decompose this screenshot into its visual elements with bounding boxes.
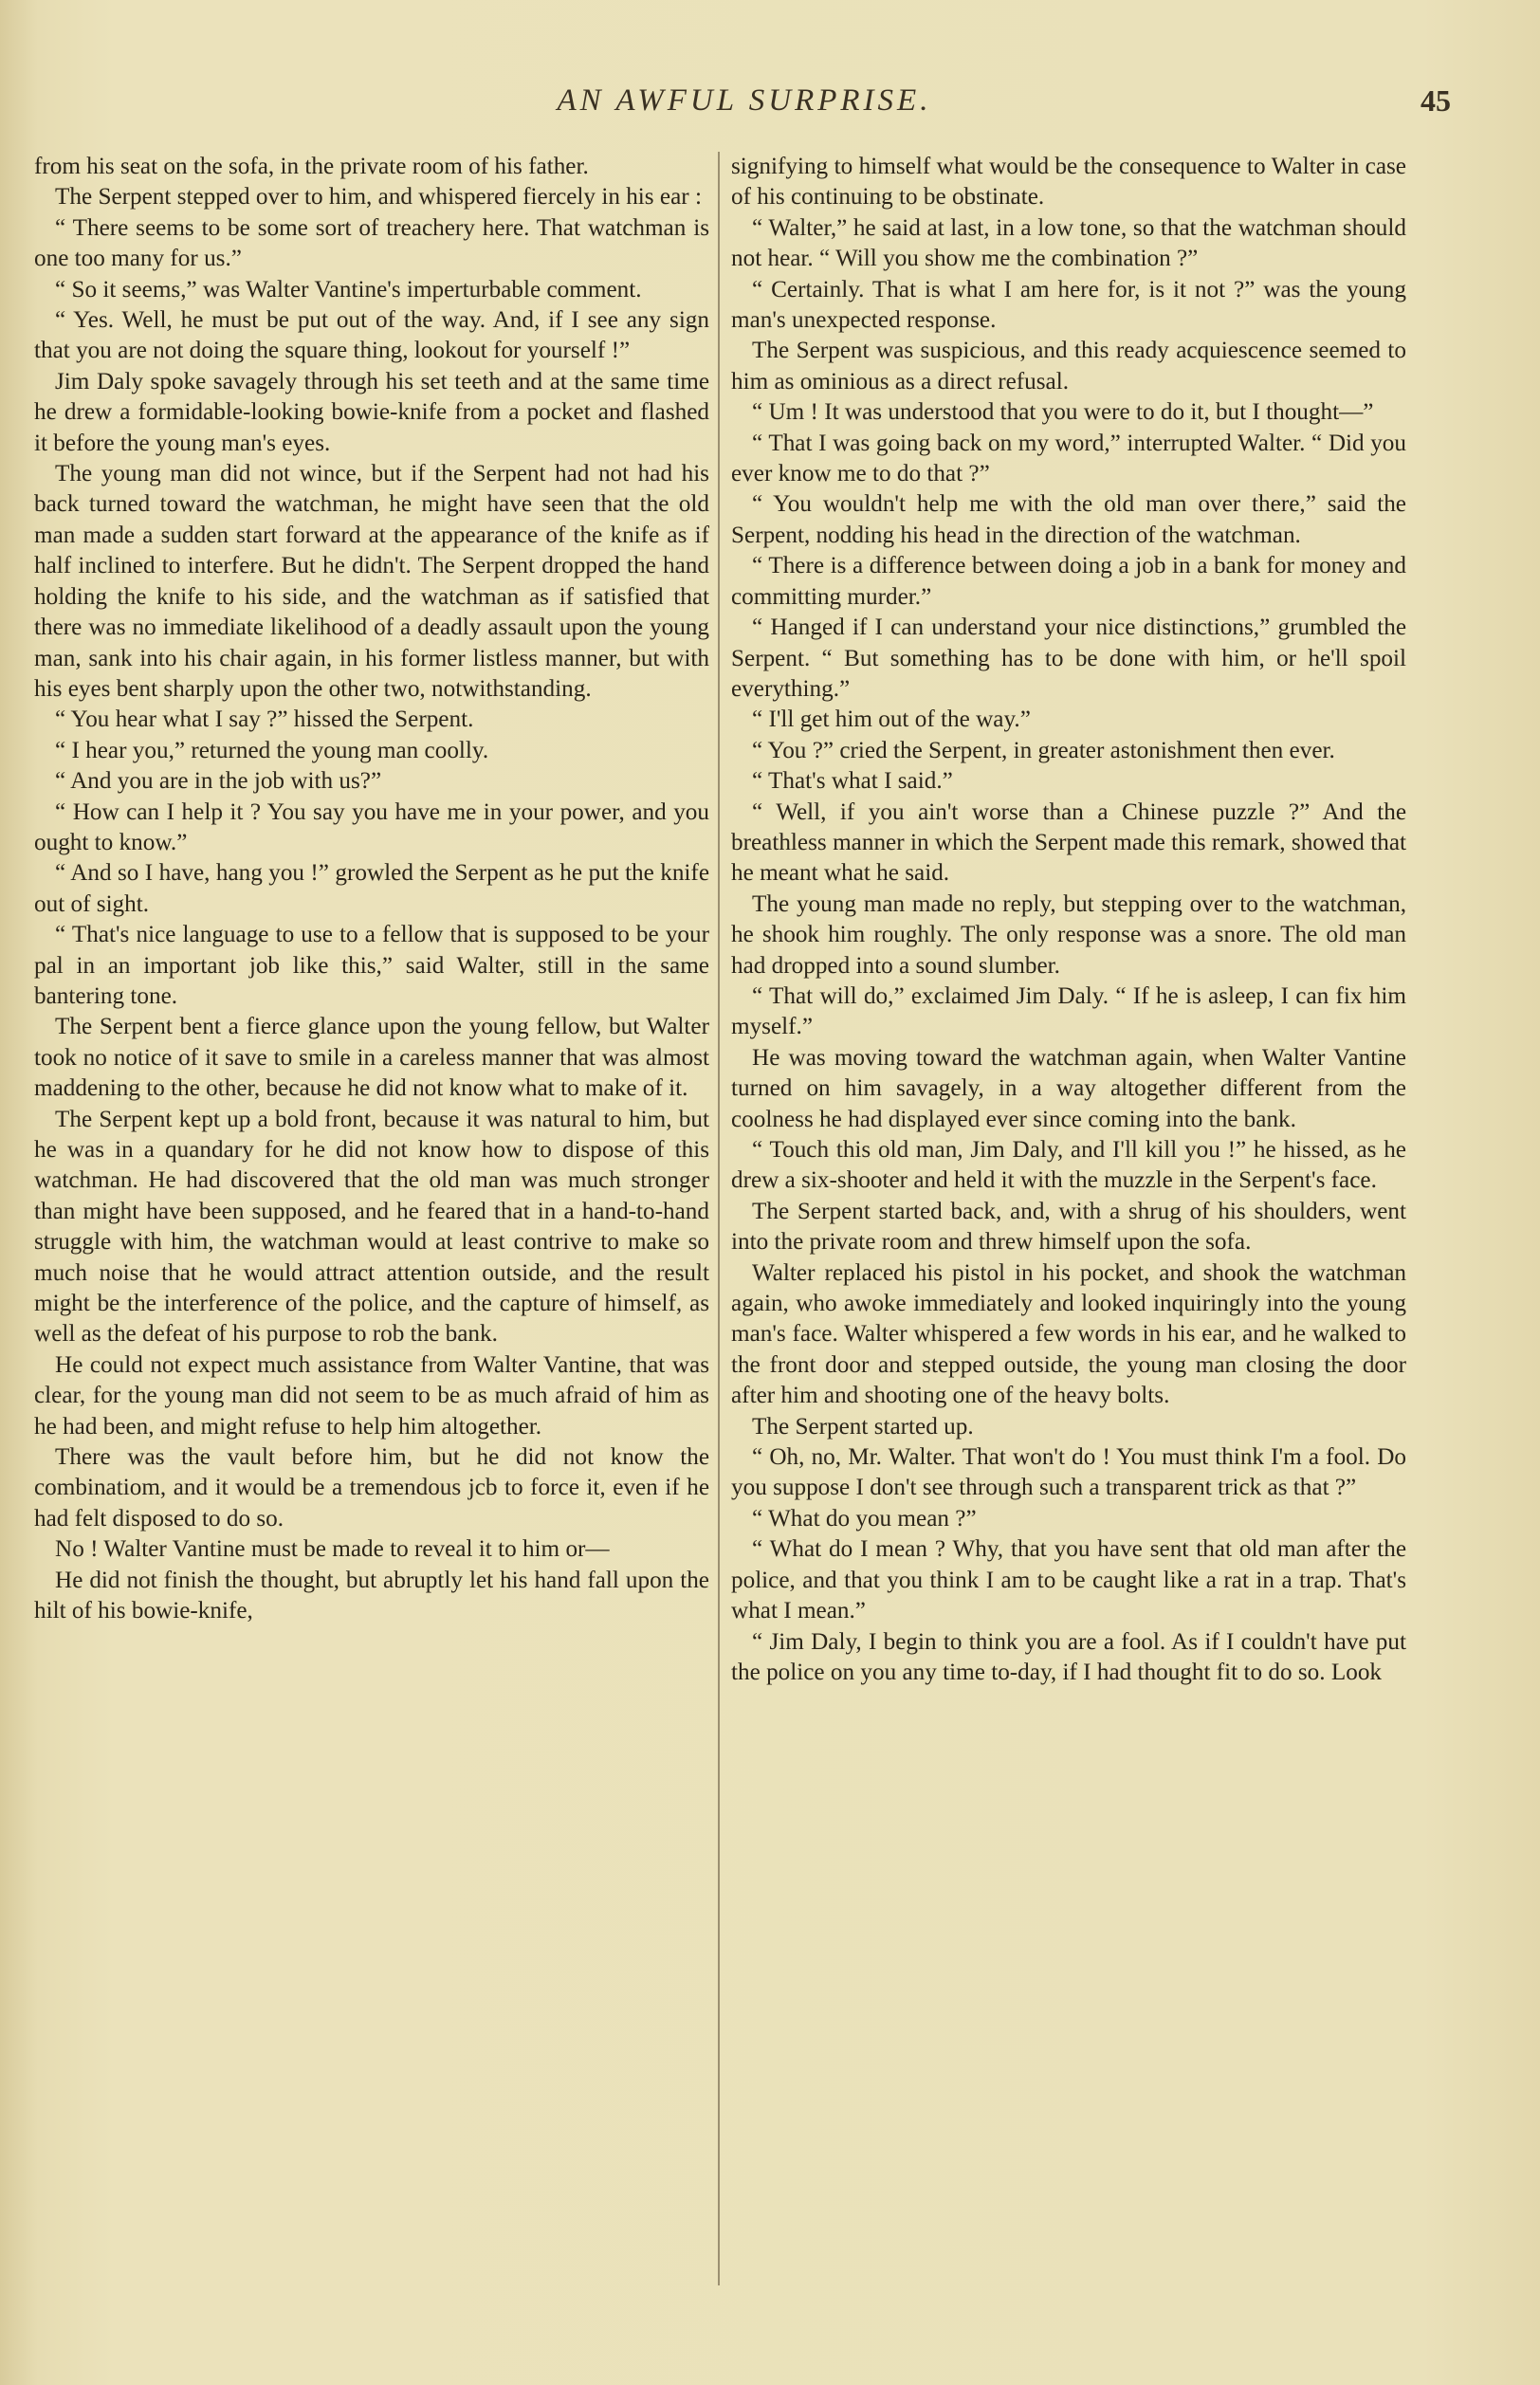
paragraph: “ That I was going back on my word,” interrupted Walter. “ Did you ever know me to do that ?” bbox=[731, 430, 1406, 487]
page-title: AN AWFUL SURPRISE. bbox=[557, 83, 932, 118]
paragraph: “ Walter,” he said at last, in a low tone, so that the watchman should not hear. “ Will you show me the combination ?” bbox=[731, 214, 1406, 272]
paragraph: The Serpent was suspicious, and this ready acquiescence seemed to him as ominious as a direct refusal. bbox=[731, 338, 1406, 394]
paragraph: “ Well, if you ain't worse than a Chinese puzzle ?” And the breathless manner in which the Serpent made this remark, showed that he meant what he said. bbox=[731, 798, 1406, 887]
paragraph: “ How can I help it ? You say you have me in your power, and you ought to know.” bbox=[34, 798, 709, 855]
paragraph: “ So it seems,” was Walter Vantine's imperturbable comment. bbox=[55, 276, 642, 303]
paragraph: “ Um ! It was understood that you were to do it, but I thought—” bbox=[752, 399, 1374, 426]
paragraph: “ And so I have, hang you !” growled the Serpent as he put the knife out of sight. bbox=[34, 860, 709, 917]
paragraph: “ You ?” cried the Serpent, in greater astonishment then ever. bbox=[752, 737, 1335, 763]
column-divider bbox=[718, 152, 720, 2285]
paragraph: The Serpent started up. bbox=[752, 1413, 974, 1440]
paragraph: “ That will do,” exclaimed Jim Daly. “ If he is asleep, I can fix him myself.” bbox=[731, 982, 1406, 1040]
paragraph: The Serpent stepped over to him, and whispered fiercely in his ear : bbox=[55, 184, 702, 211]
paragraph: “ What do I mean ? Why, that you have sent that old man after the police, and that you think I am to be caught like a rat in a trap. That's what I mean.” bbox=[731, 1536, 1406, 1624]
paragraph: He did not finish the thought, but abruptly let his hand fall upon the hilt of his bowie-knife, bbox=[34, 1567, 709, 1624]
paragraph: No ! Walter Vantine must be made to reveal it to him or— bbox=[55, 1536, 610, 1563]
paragraph: “ Jim Daly, I begin to think you are a fool. As if I couldn't have put the police on you any time to-day, if I had thought fit to do so. Look bbox=[731, 1628, 1406, 1685]
paragraph: He could not expect much assistance from Walter Vantine, that was clear, for the young man did not seem to be as much afraid of him as he had been, and might refuse to help him altogether. bbox=[34, 1351, 709, 1440]
paragraph: “ What do you mean ?” bbox=[752, 1505, 977, 1532]
paragraph: There was the vault before him, but he did not know the combinatiom, and it would be a tremendous jcb to force it, even if he had felt disposed to do so. bbox=[34, 1444, 709, 1532]
paragraph: “ Certainly. That is what I am here for, is it not ?” was the young man's unexpected response. bbox=[731, 276, 1406, 334]
paragraph: “ Touch this old man, Jim Daly, and I'll kill you !” he hissed, as he drew a six-shooter and held it with the muzzle in the Serpent's face. bbox=[731, 1137, 1406, 1194]
paragraph: Walter replaced his pistol in his pocket, and shook the watchman again, who awoke immediately and looked inquiringly into the young man's face. Walter whispered a few words in his ear, and he walked to the front door and stepped outside, the young man closing the door after him and shooting one of the heavy bolts. bbox=[731, 1259, 1406, 1409]
paragraph: “ Yes. Well, he must be put out of the way. And, if I see any sign that you are not doing the square thing, lookout for yourself !” bbox=[34, 307, 709, 364]
paragraph: “ That's nice language to use to a fellow that is supposed to be your pal in an important job like this,” said Walter, still in the same bantering tone. bbox=[34, 922, 709, 1009]
paragraph: He was moving toward the watchman again, when Walter Vantine turned on him savagely, in a way altogether different from the coolness he had displayed ever since coming into the bank. bbox=[731, 1044, 1406, 1132]
running-header bbox=[38, 83, 1451, 125]
paragraph: The young man made no reply, but stepping over to the watchman, he shook him roughly. The only response was a snore. The old man had dropped into a sound slumber. bbox=[731, 890, 1406, 979]
paragraph: “ There is a difference between doing a job in a bank for money and committing murder.” bbox=[731, 553, 1406, 610]
page-number: 45 bbox=[1421, 83, 1451, 118]
paragraph: “ Oh, no, Mr. Walter. That won't do ! You must think I'm a fool. Do you suppose I don't see through such a transparent trick as that ?” bbox=[731, 1444, 1406, 1501]
paragraph: “ Hanged if I can understand your nice distinctions,” grumbled the Serpent. “ But something has to be done with him, or he'll spoil everything.” bbox=[731, 615, 1406, 702]
paragraph: The young man did not wince, but if the Serpent had not had his back turned toward the watchman, he might have seen that the old man made a sudden start forward at the appearance of the knife as if half inclined to interfere. But he didn't. The Serpent dropped the hand holding the knife to his side, and the watchman as if satisfied that there was no immediate likelihood of a deadly assault upon the young man, sank into his chair again, in his former listless manner, but with his eyes bent sharply upon the other two, notwithstanding. bbox=[34, 461, 709, 702]
paragraph: “ And you are in the job with us?” bbox=[55, 768, 382, 795]
paragraph: signifying to himself what would be the consequence to Walter in case of his continuing to be obstinate. bbox=[731, 154, 1406, 211]
paragraph: The Serpent bent a fierce glance upon the young fellow, but Walter took no notice of it save to smile in a careless manner that was almost maddening to the other, because he did not know what to make of it. bbox=[34, 1014, 709, 1102]
paragraph: “ You wouldn't help me with the old man over there,” said the Serpent, nodding his head in the direction of the watchman. bbox=[731, 491, 1406, 548]
left-column bbox=[34, 152, 709, 2304]
right-column bbox=[731, 152, 1406, 2304]
paragraph: from his seat on the sofa, in the private room of his father. bbox=[34, 154, 589, 179]
paragraph: “ You hear what I say ?” hissed the Serpent. bbox=[55, 706, 474, 733]
paragraph: The Serpent started back, and, with a shrug of his shoulders, went into the private room and threw himself upon the sofa. bbox=[731, 1198, 1406, 1256]
paragraph: “ I hear you,” returned the young man coolly. bbox=[55, 737, 489, 763]
paragraph: “ There seems to be some sort of treachery here. That watchman is one too many for us.” bbox=[34, 214, 709, 272]
paragraph: “ I'll get him out of the way.” bbox=[752, 706, 1031, 733]
paragraph: The Serpent kept up a bold front, because it was natural to him, but he was in a quandary for he did not know how to dispose of this watchman. He had discovered that the old man was much stronger than might have been supposed, and he feared that in a hand-to-hand struggle with him, the watchman would at least contrive to make so much noise that he would attract attention outside, and the result might be the interference of the police, and the capture of himself, as well as the defeat of his purpose to rob the bank. bbox=[34, 1106, 709, 1348]
paragraph: “ That's what I said.” bbox=[752, 768, 953, 795]
paragraph: Jim Daly spoke savagely through his set teeth and at the same time he drew a formidable-looking bowie-knife from a pocket and flashed it before the young man's eyes. bbox=[34, 368, 709, 456]
